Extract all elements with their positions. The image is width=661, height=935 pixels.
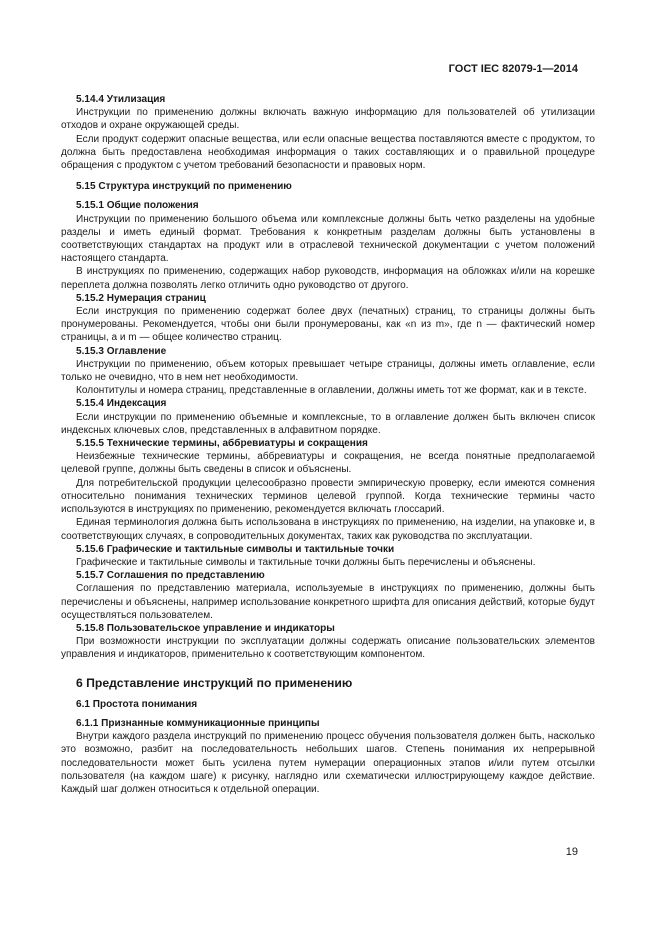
paragraph: Если продукт содержит опасные вещества, или если опасные вещества поставляются вместе с продуктом, то должна быть предоставлена необходимая информация о таких составляющих и о правильной процедуре обращения с продуктом с учетом требований безопасности и правовых норм. (61, 133, 595, 172)
paragraph: Если инструкции по применению объемные и комплексные, то в оглавление должен быть включен список индексных ключевых слов, представленных в алфавитном порядке. (61, 411, 595, 436)
paragraph: Инструкции по применению, объем которых превышает четыре страницы, должны иметь оглавление, если только не очевидно, что в нем нет необходимости. (61, 358, 595, 384)
paragraph: Соглашения по представлению материала, используемые в инструкциях по применению, должны быть перечислены и объяснены, например использование конкретного шрифта для описания действий, которые будут осуществляться пользователем. (61, 583, 595, 621)
paragraph: При возможности инструкции по эксплуатации должны содержать описание пользовательских элементов управления и индикаторов, применительно к соответствующим компонентом. (61, 636, 595, 661)
paragraph: Для потребительской продукции целесообразно провести эмпирическую проверку, если имеются сомнения относительно понимания технических терминов целевой группой. Когда технические термины часто используются в инструкциях по применению, рекомендуется включать глоссарий. (61, 477, 595, 516)
document-id: ГОСТ IEC 82079-1—2014 (448, 63, 578, 75)
paragraph: В инструкциях по применению, содержащих набор руководств, информация на обложках и/или на корешке переплета должна позволять легко отличить одно руководство от другого. (61, 266, 595, 291)
paragraph: Если инструкция по применению содержат более двух (печатных) страниц, то страницы должны быть пронумерованы. Рекомендуется, чтобы они были пронумерованы, как «n из m», где n — фактический номер страницы, а и m — общее количество страниц. (61, 306, 595, 344)
paragraph: Колонтитулы и номера страниц, представленные в оглавлении, должны иметь тот же формат, как и в тексте. (76, 385, 587, 397)
heading-5-15-2: 5.15.2 Нумерация страниц (76, 292, 206, 304)
paragraph: Инструкции по применению должны включать важную информацию для пользователей об утилизации отходов и охране окружающей среды. (61, 107, 595, 132)
heading-5-15-8: 5.15.8 Пользовательское управление и индикаторы (76, 622, 335, 634)
heading-5-15-6: 5.15.6 Графические и тактильные символы и тактильные точки (76, 543, 395, 555)
heading-6-1: 6.1 Простота понимания (76, 698, 198, 710)
heading-5-15-7: 5.15.7 Соглашения по представлению (76, 570, 265, 582)
heading-6-1-1: 6.1.1 Признанные коммуникационные принципы (76, 717, 320, 729)
heading-6: 6 Представление инструкций по применению (76, 675, 353, 690)
paragraph: Инструкции по применению большого объема или комплексные должны быть четко разделены на удобные разделы и иметь единый формат. Требования к конкретным разделам должны быть установлены в соответствующих стандартах на продукт или в отраслевой технической документации с учетом положений настоящего стандарта. (61, 213, 595, 265)
paragraph: Единая терминология должна быть использована в инструкциях по применению, на изделии, на упаковке и, в соответствующих случаях, в сопроводительных документах, таких как руководства по эксплуатации. (61, 517, 595, 542)
heading-5-15-1: 5.15.1 Общие положения (76, 200, 199, 212)
heading-5-15-4: 5.15.4 Индексация (76, 398, 167, 410)
heading-5-15-3: 5.15.3 Оглавление (76, 345, 167, 357)
page-number: 19 (565, 846, 578, 858)
heading-5-14-4: 5.14.4 Утилизация (76, 94, 166, 105)
paragraph: Внутри каждого раздела инструкций по применению процесс обучения пользователя должен быть, насколько это возможно, разбит на последовательность небольших шагов. Степень понимания их непрерывной последовательности может быть усилена путем нумерации операционных этапов и/или путем отсылки пользователя (на каждом шаге) к рисунку, наглядно или схематически иллюстрирующему каждое действие. Каждый шаг должен относиться к отдельной операции. (61, 731, 595, 795)
heading-5-15: 5.15 Структура инструкций по применению (76, 181, 292, 193)
paragraph: Графические и тактильные символы и тактильные точки должны быть перечислены и объяснены. (76, 556, 536, 568)
page-content (61, 93, 595, 796)
paragraph: Неизбежные технические термины, аббревиатуры и сокращения, не всегда понятные предполагаемой целевой группе, должны быть сведены в список и объяснены. (61, 451, 595, 476)
heading-5-15-5: 5.15.5 Технические термины, аббревиатуры и сокращения (76, 438, 368, 450)
